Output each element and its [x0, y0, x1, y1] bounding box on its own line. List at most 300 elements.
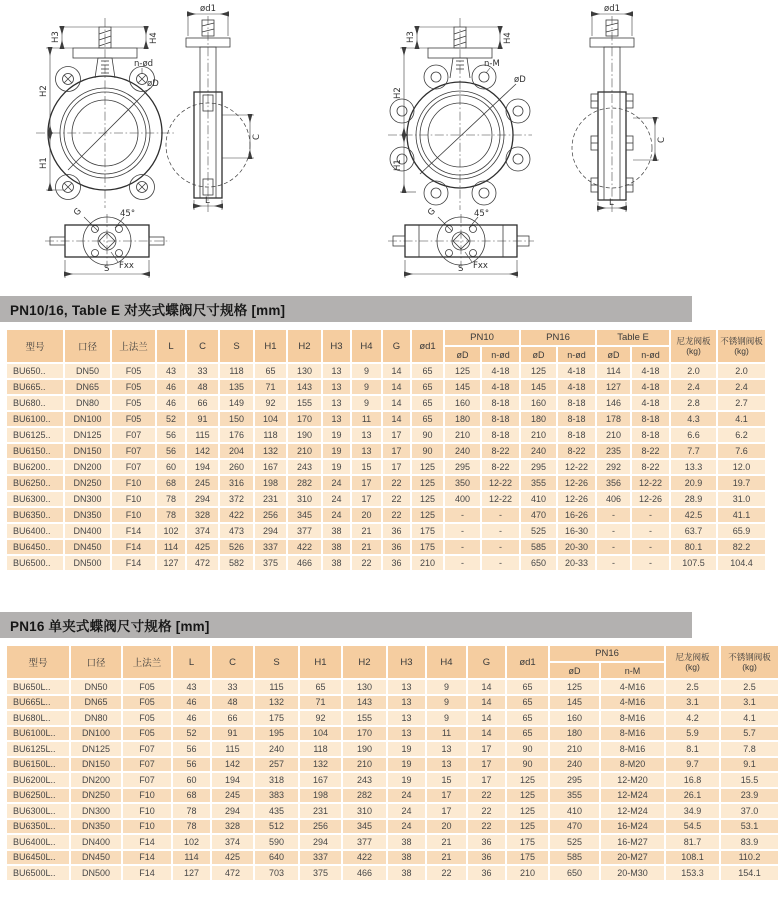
valve-drawings	[0, 0, 692, 292]
value-cell: 310	[343, 804, 386, 818]
value-cell: 406	[597, 492, 630, 506]
value-cell: 4-18	[482, 380, 519, 394]
value-cell: 422	[220, 508, 253, 522]
value-cell: -	[445, 508, 480, 522]
nylon-label: 尼龙阀板	[676, 336, 711, 346]
value-cell: 295	[521, 460, 556, 474]
value-cell: -	[445, 556, 480, 570]
value-cell: 13	[323, 364, 350, 378]
value-cell: 4-M16	[601, 680, 664, 694]
value-cell: 48	[187, 380, 218, 394]
value-cell: 23.9	[721, 789, 778, 803]
value-cell: F07	[112, 444, 155, 458]
value-cell: 115	[187, 428, 218, 442]
value-cell: 149	[220, 396, 253, 410]
value-cell: 180	[445, 412, 480, 426]
value-cell: F10	[123, 820, 171, 834]
value-cell: 56	[157, 428, 185, 442]
group-header-table-e: Table E	[597, 330, 669, 345]
col-header-stainless	[721, 646, 778, 678]
value-cell: 12-M24	[601, 804, 664, 818]
value-cell: 104.4	[718, 556, 765, 570]
dim-label-h4: H4	[149, 32, 159, 44]
value-cell: 240	[445, 444, 480, 458]
value-cell: 14	[468, 696, 505, 710]
table-row	[7, 476, 765, 490]
value-cell: 65	[412, 380, 443, 394]
value-cell: 7.6	[718, 444, 765, 458]
model-cell: BU6250L..	[7, 789, 69, 803]
value-cell: 13	[323, 412, 350, 426]
col-header-S: S	[220, 330, 253, 362]
value-cell: 78	[173, 820, 210, 834]
value-cell: F07	[123, 758, 171, 772]
value-cell: 4.1	[721, 711, 778, 725]
value-cell: -	[632, 524, 669, 538]
value-cell: 410	[521, 492, 556, 506]
value-cell: 245	[212, 789, 253, 803]
value-cell: DN100	[71, 727, 121, 741]
value-cell: F05	[123, 680, 171, 694]
dim-label-45deg: 45°	[474, 209, 490, 219]
value-cell: 5.9	[666, 727, 719, 741]
table-row	[7, 835, 778, 849]
value-cell: 235	[597, 444, 630, 458]
value-cell: 282	[343, 789, 386, 803]
value-cell: 210	[507, 866, 548, 880]
value-cell: 167	[300, 773, 341, 787]
value-cell: 17	[468, 742, 505, 756]
value-cell: 470	[521, 508, 556, 522]
plan-view-lug	[388, 206, 534, 278]
value-cell: 4-18	[558, 380, 595, 394]
value-cell: 8-18	[558, 428, 595, 442]
value-cell: 210	[288, 444, 321, 458]
value-cell: DN300	[65, 492, 110, 506]
value-cell: 294	[212, 804, 253, 818]
value-cell: 2.0	[718, 364, 765, 378]
value-cell: 175	[412, 540, 443, 554]
value-cell: 2.4	[671, 380, 716, 394]
value-cell: 82.2	[718, 540, 765, 554]
value-cell: F14	[112, 524, 155, 538]
value-cell: 294	[255, 524, 286, 538]
value-cell: 12-22	[482, 492, 519, 506]
value-cell: F07	[112, 460, 155, 474]
value-cell: 13	[427, 758, 466, 772]
value-cell: 160	[550, 711, 599, 725]
value-cell: 6.6	[671, 428, 716, 442]
value-cell: 16-26	[558, 508, 595, 522]
model-cell: BU6200..	[7, 460, 63, 474]
value-cell: 13	[388, 711, 425, 725]
table-row	[7, 508, 765, 522]
value-cell: -	[632, 540, 669, 554]
value-cell: 9	[427, 696, 466, 710]
value-cell: 525	[550, 835, 599, 849]
value-cell: 16.8	[666, 773, 719, 787]
value-cell: -	[482, 540, 519, 554]
value-cell: 194	[212, 773, 253, 787]
dim-label-n-od: n-ød	[134, 59, 154, 69]
dim-label-fxx: Fxx	[119, 261, 134, 271]
sub-header-n-M: n-M	[601, 663, 664, 678]
value-cell: 90	[412, 428, 443, 442]
col-header-bore: 口径	[65, 330, 110, 362]
value-cell: 8-18	[482, 412, 519, 426]
value-cell: 14	[383, 396, 410, 410]
value-cell: 12.0	[718, 460, 765, 474]
value-cell: 19	[388, 742, 425, 756]
table-row	[7, 396, 765, 410]
value-cell: 4-18	[632, 364, 669, 378]
value-cell: 36	[383, 556, 410, 570]
value-cell: 24	[323, 492, 350, 506]
value-cell: 240	[521, 444, 556, 458]
sub-header-oD: øD	[597, 347, 630, 362]
value-cell: 125	[550, 680, 599, 694]
value-cell: 125	[412, 508, 443, 522]
value-cell: DN400	[71, 835, 121, 849]
value-cell: 210	[412, 556, 443, 570]
col-header-flange: 上法兰	[123, 646, 171, 678]
value-cell: F05	[112, 396, 155, 410]
value-cell: 24	[323, 508, 350, 522]
col-header-nylon	[666, 646, 719, 678]
value-cell: 42.5	[671, 508, 716, 522]
col-header-G: G	[383, 330, 410, 362]
value-cell: 48	[212, 696, 253, 710]
col-header-H4: H4	[427, 646, 466, 678]
value-cell: 650	[521, 556, 556, 570]
model-cell: BU665L..	[7, 696, 69, 710]
value-cell: 470	[550, 820, 599, 834]
value-cell: 160	[521, 396, 556, 410]
value-cell: 19	[388, 773, 425, 787]
value-cell: 2.4	[718, 380, 765, 394]
value-cell: 472	[187, 556, 218, 570]
value-cell: 14	[383, 364, 410, 378]
value-cell: 143	[288, 380, 321, 394]
value-cell: 65	[412, 396, 443, 410]
value-cell: -	[597, 524, 630, 538]
value-cell: DN350	[65, 508, 110, 522]
value-cell: DN125	[65, 428, 110, 442]
value-cell: 8-18	[632, 412, 669, 426]
value-cell: 127	[157, 556, 185, 570]
value-cell: 102	[157, 524, 185, 538]
value-cell: 91	[212, 727, 253, 741]
value-cell: 175	[507, 835, 548, 849]
value-cell: 410	[550, 804, 599, 818]
value-cell: 142	[187, 444, 218, 458]
dim-label-n-m: n-M	[484, 59, 500, 69]
value-cell: F10	[123, 804, 171, 818]
wafer-dimension-table-wrap	[5, 328, 763, 572]
value-cell: 198	[255, 476, 286, 490]
value-cell: 257	[255, 758, 298, 772]
value-cell: 14	[468, 711, 505, 725]
value-cell: 102	[173, 835, 210, 849]
value-cell: 125	[412, 476, 443, 490]
value-cell: 2.0	[671, 364, 716, 378]
value-cell: 512	[255, 820, 298, 834]
value-cell: 17	[427, 789, 466, 803]
value-cell: 4-18	[482, 364, 519, 378]
value-cell: 4-M16	[601, 696, 664, 710]
nylon-label: 尼龙阀板	[675, 652, 710, 662]
value-cell: 19	[323, 444, 350, 458]
sub-header-oD: øD	[521, 347, 556, 362]
table-row	[7, 851, 778, 865]
value-cell: 71	[300, 696, 341, 710]
value-cell: 8-M16	[601, 727, 664, 741]
value-cell: 46	[157, 380, 185, 394]
value-cell: 466	[288, 556, 321, 570]
value-cell: 19	[388, 758, 425, 772]
model-cell: BU6400L..	[7, 835, 69, 849]
table1	[5, 328, 767, 572]
value-cell: 473	[220, 524, 253, 538]
value-cell: 21	[352, 540, 381, 554]
stainless-unit: (kg)	[742, 662, 757, 672]
value-cell: 114	[173, 851, 210, 865]
value-cell: 17	[383, 460, 410, 474]
value-cell: 178	[597, 412, 630, 426]
value-cell: 90	[507, 758, 548, 772]
value-cell: 9.7	[666, 758, 719, 772]
value-cell: 7.8	[721, 742, 778, 756]
value-cell: -	[482, 524, 519, 538]
value-cell: 36	[468, 866, 505, 880]
model-cell: BU6500L..	[7, 866, 69, 880]
group-header-pn16: PN16	[521, 330, 595, 345]
value-cell: 125	[412, 492, 443, 506]
value-cell: 68	[173, 789, 210, 803]
value-cell: 13	[352, 444, 381, 458]
table-row	[7, 524, 765, 538]
value-cell: 16-M24	[601, 820, 664, 834]
value-cell: 66	[212, 711, 253, 725]
value-cell: 65	[507, 680, 548, 694]
value-cell: 425	[212, 851, 253, 865]
value-cell: 175	[255, 711, 298, 725]
value-cell: DN250	[71, 789, 121, 803]
value-cell: 282	[288, 476, 321, 490]
value-cell: 180	[521, 412, 556, 426]
table-row	[7, 804, 778, 818]
value-cell: 127	[597, 380, 630, 394]
value-cell: DN150	[71, 758, 121, 772]
value-cell: 15.5	[721, 773, 778, 787]
model-cell: BU6150L..	[7, 758, 69, 772]
value-cell: 375	[255, 556, 286, 570]
value-cell: 80.1	[671, 540, 716, 554]
value-cell: 590	[255, 835, 298, 849]
value-cell: 21	[427, 851, 466, 865]
sub-header-n-od: n-ød	[482, 347, 519, 362]
value-cell: 17	[468, 758, 505, 772]
dim-label-h1: H1	[39, 157, 49, 169]
value-cell: 8-22	[482, 460, 519, 474]
value-cell: 12-22	[632, 476, 669, 490]
value-cell: 17	[383, 444, 410, 458]
value-cell: 292	[597, 460, 630, 474]
section-title-text: PN16 单夹式蝶阀尺寸规格 [mm]	[10, 619, 210, 634]
nylon-unit: (kg)	[686, 346, 701, 356]
sub-header-n-od: n-ød	[558, 347, 595, 362]
value-cell: F10	[112, 476, 155, 490]
col-header-model: 型号	[7, 646, 69, 678]
stainless-label: 不锈钢阀板	[720, 336, 763, 346]
value-cell: 4-18	[632, 380, 669, 394]
value-cell: 41.1	[718, 508, 765, 522]
model-cell: BU680L..	[7, 711, 69, 725]
value-cell: 125	[507, 773, 548, 787]
value-cell: 8-18	[558, 412, 595, 426]
col-header-G: G	[468, 646, 505, 678]
col-header-H4: H4	[352, 330, 381, 362]
table-row	[7, 460, 765, 474]
value-cell: F05	[112, 380, 155, 394]
value-cell: 19.7	[718, 476, 765, 490]
value-cell: 17	[352, 492, 381, 506]
value-cell: 9	[352, 364, 381, 378]
value-cell: 36	[468, 851, 505, 865]
value-cell: 145	[550, 696, 599, 710]
model-cell: BU6500..	[7, 556, 63, 570]
model-cell: BU6300..	[7, 492, 63, 506]
value-cell: 21	[352, 524, 381, 538]
value-cell: -	[597, 556, 630, 570]
value-cell: 12-26	[558, 476, 595, 490]
value-cell: 135	[220, 380, 253, 394]
model-cell: BU6100..	[7, 412, 63, 426]
col-header-od1: ød1	[507, 646, 548, 678]
value-cell: 65	[507, 727, 548, 741]
value-cell: 21	[427, 835, 466, 849]
value-cell: 90	[507, 742, 548, 756]
value-cell: 640	[255, 851, 298, 865]
col-header-L: L	[173, 646, 210, 678]
value-cell: 20	[427, 820, 466, 834]
value-cell: 3.1	[721, 696, 778, 710]
value-cell: F14	[112, 540, 155, 554]
value-cell: 125	[521, 364, 556, 378]
value-cell: 78	[157, 508, 185, 522]
dim-label-h3: H3	[51, 31, 61, 43]
dim-label-l: L	[205, 196, 210, 206]
value-cell: 295	[445, 460, 480, 474]
value-cell: 65	[507, 711, 548, 725]
value-cell: 132	[255, 444, 286, 458]
value-cell: 38	[323, 556, 350, 570]
value-cell: 12-M20	[601, 773, 664, 787]
value-cell: 204	[220, 444, 253, 458]
value-cell: 7.7	[671, 444, 716, 458]
value-cell: 38	[388, 851, 425, 865]
value-cell: 294	[187, 492, 218, 506]
value-cell: 22	[468, 820, 505, 834]
value-cell: 43	[157, 364, 185, 378]
value-cell: 8-18	[482, 396, 519, 410]
value-cell: 24	[388, 789, 425, 803]
col-header-S: S	[255, 646, 298, 678]
value-cell: 4.3	[671, 412, 716, 426]
value-cell: -	[482, 508, 519, 522]
dim-label-h2: H2	[39, 85, 49, 97]
col-header-C: C	[212, 646, 253, 678]
value-cell: 525	[521, 524, 556, 538]
value-cell: 170	[288, 412, 321, 426]
value-cell: 400	[445, 492, 480, 506]
value-cell: 345	[288, 508, 321, 522]
value-cell: 194	[187, 460, 218, 474]
value-cell: 190	[343, 742, 386, 756]
value-cell: DN250	[65, 476, 110, 490]
value-cell: 240	[255, 742, 298, 756]
value-cell: 8-18	[482, 428, 519, 442]
value-cell: 22	[383, 476, 410, 490]
value-cell: 245	[187, 476, 218, 490]
value-cell: 8-18	[558, 396, 595, 410]
col-header-H3: H3	[388, 646, 425, 678]
value-cell: 8.1	[666, 742, 719, 756]
value-cell: 81.7	[666, 835, 719, 849]
value-cell: 374	[212, 835, 253, 849]
value-cell: 142	[212, 758, 253, 772]
model-cell: BU650L..	[7, 680, 69, 694]
value-cell: 14	[468, 680, 505, 694]
value-cell: 22	[383, 492, 410, 506]
dim-label-45deg: 45°	[120, 209, 136, 219]
value-cell: 210	[445, 428, 480, 442]
value-cell: 37.0	[721, 804, 778, 818]
value-cell: 356	[597, 476, 630, 490]
col-header-H2: H2	[343, 646, 386, 678]
lug-dimension-table-wrap	[5, 644, 771, 882]
value-cell: 210	[521, 428, 556, 442]
value-cell: 125	[507, 820, 548, 834]
col-header-C: C	[187, 330, 218, 362]
value-cell: 46	[173, 696, 210, 710]
value-cell: 91	[187, 412, 218, 426]
value-cell: 4-18	[632, 396, 669, 410]
value-cell: DN200	[71, 773, 121, 787]
value-cell: 8-22	[632, 460, 669, 474]
value-cell: 2.5	[721, 680, 778, 694]
value-cell: 130	[343, 680, 386, 694]
col-header-L: L	[157, 330, 185, 362]
value-cell: F10	[112, 508, 155, 522]
value-cell: 9	[427, 680, 466, 694]
value-cell: DN200	[65, 460, 110, 474]
dim-label-h2: H2	[393, 87, 403, 99]
value-cell: 160	[445, 396, 480, 410]
value-cell: 231	[255, 492, 286, 506]
value-cell: -	[445, 524, 480, 538]
value-cell: 22	[468, 789, 505, 803]
value-cell: 130	[288, 364, 321, 378]
value-cell: 345	[343, 820, 386, 834]
value-cell: 92	[300, 711, 341, 725]
value-cell: 425	[187, 540, 218, 554]
value-cell: 9	[352, 396, 381, 410]
value-cell: 377	[288, 524, 321, 538]
value-cell: 526	[220, 540, 253, 554]
model-cell: BU6125..	[7, 428, 63, 442]
table-row	[7, 789, 778, 803]
